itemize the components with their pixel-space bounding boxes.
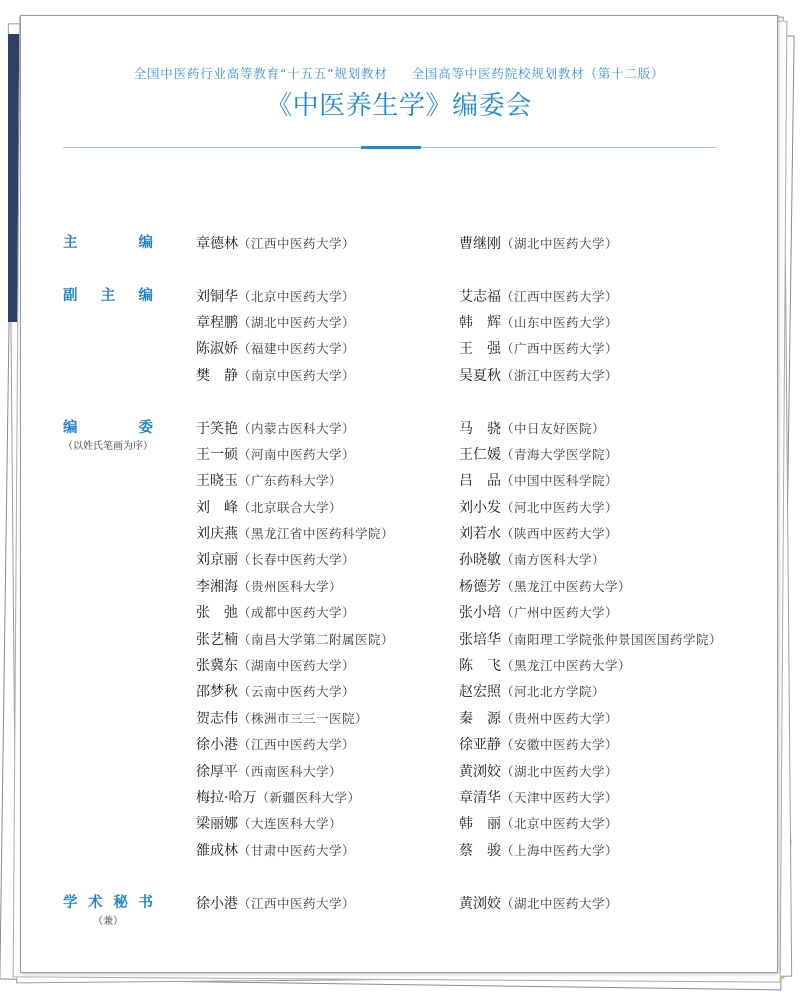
member-affiliation: （黑龙江省中医药科学院） (238, 526, 395, 542)
member-entry (459, 230, 759, 256)
member-affiliation: （广州中医药大学） (501, 605, 619, 621)
member-affiliation: （湖北中医药大学） (501, 235, 619, 251)
member-entry (196, 705, 459, 731)
member-affiliation: （北京中医药大学） (238, 288, 356, 304)
member-affiliation: （北京联合大学） (238, 499, 343, 515)
member-name: 于笑艳 (196, 420, 238, 437)
member-row (196, 494, 763, 520)
section-note: （以姓氏笔画为序） (63, 440, 153, 452)
member-name: 刘小发 (459, 499, 501, 516)
member-affiliation: （大连医科大学） (238, 816, 343, 832)
member-entry (459, 890, 759, 916)
member-name: 张艺楠 (196, 631, 238, 648)
member-entry (459, 678, 759, 704)
member-entry (196, 467, 459, 493)
member-entry (196, 546, 459, 572)
member-name: 雒成林 (196, 842, 238, 859)
member-name: 张 弛 (196, 605, 238, 622)
member-affiliation: （贵州中医药大学） (501, 710, 619, 726)
member-entry (459, 309, 759, 335)
member-name: 秦 源 (459, 710, 501, 727)
member-name: 梅拉·哈万 (196, 790, 257, 806)
member-entry (459, 626, 759, 652)
member-entry (459, 415, 759, 441)
member-name: 蔡 骏 (459, 842, 501, 859)
member-name: 徐小港 (196, 895, 238, 912)
member-affiliation: （江西中医药大学） (238, 895, 356, 911)
member-name: 刘铜华 (196, 288, 238, 305)
series-secondary: 全国高等中医药院校规划教材（第十二版） (411, 66, 665, 81)
member-affiliation: （南京中医药大学） (238, 367, 356, 383)
member-name: 张冀东 (196, 658, 238, 675)
member-affiliation: （湖北中医药大学） (501, 895, 619, 911)
member-entry (459, 810, 759, 836)
member-affiliation: （西南医科大学） (238, 763, 343, 779)
member-affiliation: （湖南中医药大学） (238, 658, 356, 674)
member-row (196, 758, 763, 784)
section-label: 学术秘书 (63, 894, 153, 911)
member-name: 赵宏照 (459, 684, 501, 701)
section-label: 编 委 (63, 419, 153, 436)
member-affiliation: （北京中医药大学） (501, 816, 619, 832)
member-affiliation: （湖北中医药大学） (238, 314, 356, 330)
member-name: 孙晓敏 (459, 552, 501, 569)
member-name: 王一硕 (196, 446, 238, 463)
committee-section (63, 283, 763, 389)
member-row (196, 678, 763, 704)
member-name: 章德林 (196, 235, 238, 252)
member-row (196, 599, 763, 625)
member-name: 刘庆燕 (196, 526, 238, 543)
member-entry (459, 652, 759, 678)
member-entry (196, 573, 459, 599)
member-name: 黄浏姣 (459, 895, 501, 912)
member-name: 章程鹏 (196, 314, 238, 331)
member-entry (196, 599, 459, 625)
member-rows (196, 415, 763, 864)
member-name: 韩 辉 (459, 314, 501, 331)
member-affiliation: （陕西中医药大学） (501, 526, 619, 542)
member-entry (196, 626, 459, 652)
member-affiliation: （贵州医科大学） (238, 578, 343, 594)
member-name: 章清华 (459, 790, 501, 806)
member-entry (459, 731, 759, 757)
member-entry (459, 335, 759, 361)
member-name: 邵梦秋 (196, 684, 238, 701)
member-row (196, 335, 763, 361)
member-affiliation: （南方医科大学） (501, 552, 606, 568)
member-entry (196, 837, 459, 863)
member-name: 张小培 (459, 605, 501, 622)
member-name: 徐亚静 (459, 737, 501, 754)
member-affiliation: （中国中医科学院） (501, 473, 619, 489)
page-title: 《中医养生学》编委会 (265, 91, 532, 121)
member-name: 贺志伟 (196, 710, 238, 727)
member-name: 王晓玉 (196, 473, 238, 490)
member-name: 吕 品 (459, 473, 501, 490)
member-affiliation: （黑龙江中医药大学） (501, 658, 632, 674)
member-entry (196, 415, 459, 441)
member-affiliation: （河北北方学院） (501, 684, 606, 700)
member-entry (459, 546, 759, 572)
member-rows (196, 890, 763, 916)
member-name: 刘京丽 (196, 552, 238, 569)
member-name: 李湘海 (196, 578, 238, 595)
member-name: 陈 飞 (459, 658, 501, 675)
section-label: 副 主 编 (63, 287, 153, 304)
member-name: 韩 丽 (459, 816, 501, 833)
member-name: 梁丽娜 (196, 816, 238, 833)
member-name: 王仁媛 (459, 446, 501, 463)
member-entry (196, 283, 459, 309)
member-affiliation: （云南中医药大学） (238, 684, 356, 700)
member-row (196, 784, 763, 810)
member-affiliation: （江西中医药大学） (501, 288, 619, 304)
member-entry (196, 362, 459, 388)
member-affiliation: （江西中医药大学） (238, 235, 356, 251)
member-name: 樊 静 (196, 367, 238, 384)
member-entry (196, 309, 459, 335)
member-affiliation: （株洲市三三一医院） (238, 710, 369, 726)
member-affiliation: （山东中医药大学） (501, 314, 619, 330)
member-entry (459, 494, 759, 520)
member-affiliation: （广东药科大学） (238, 473, 343, 489)
member-affiliation: （湖北中医药大学） (501, 763, 619, 779)
committee-section (63, 230, 763, 256)
member-affiliation: （黑龙江中医药大学） (501, 578, 632, 594)
member-entry (196, 230, 459, 256)
member-row (196, 890, 763, 916)
member-row (196, 573, 763, 599)
member-row (196, 626, 763, 652)
series-primary: 全国中医药行业高等教育“十五五”规划教材 (133, 66, 388, 81)
member-entry (196, 758, 459, 784)
member-row (196, 230, 763, 256)
member-entry (196, 678, 459, 704)
member-name: 黄浏姣 (459, 763, 501, 780)
member-entry (196, 890, 459, 916)
member-affiliation: （福建中医药大学） (238, 341, 356, 357)
member-affiliation: （南阳理工学院张仲景国医国药学院） (501, 631, 723, 647)
member-entry (196, 494, 459, 520)
member-entry (459, 362, 759, 388)
member-row (196, 415, 763, 441)
member-name: 马 骁 (459, 420, 501, 437)
member-affiliation: （广西中医药大学） (501, 341, 619, 357)
member-name: 陈淑娇 (196, 341, 238, 358)
member-row (196, 546, 763, 572)
member-entry (459, 758, 759, 784)
title-divider-accent (361, 146, 421, 149)
section-note: （兼） (93, 915, 123, 927)
member-row (196, 309, 763, 335)
member-affiliation: （南昌大学第二附属医院） (238, 631, 395, 647)
member-affiliation: （安徽中医药大学） (501, 737, 619, 753)
member-entry (459, 441, 759, 467)
member-row (196, 441, 763, 467)
member-rows (196, 283, 763, 389)
member-entry (459, 599, 759, 625)
member-affiliation: （长春中医药大学） (238, 552, 356, 568)
member-affiliation: （浙江中医药大学） (501, 367, 619, 383)
member-entry (459, 467, 759, 493)
member-name: 王 强 (459, 341, 501, 358)
member-row (196, 520, 763, 546)
member-row (196, 837, 763, 863)
member-row (196, 283, 763, 309)
member-row (196, 810, 763, 836)
member-name: 张培华 (459, 631, 501, 648)
member-affiliation: （新疆医科大学） (256, 790, 361, 805)
member-affiliation: （青海大学医学院） (501, 446, 619, 462)
member-name: 杨德芳 (459, 578, 501, 595)
section-label: 主 编 (63, 234, 153, 251)
member-rows (196, 230, 763, 256)
member-name: 徐厚平 (196, 763, 238, 780)
member-affiliation: （河南中医药大学） (238, 446, 356, 462)
member-row (196, 705, 763, 731)
member-entry (459, 784, 759, 810)
member-affiliation: （天津中医药大学） (501, 790, 619, 805)
member-affiliation: （内蒙古医科大学） (238, 420, 356, 436)
member-affiliation: （甘肃中医药大学） (238, 842, 356, 858)
member-entry (196, 784, 459, 810)
member-affiliation: （上海中医药大学） (501, 842, 619, 858)
member-entry (459, 520, 759, 546)
member-entry (196, 441, 459, 467)
member-affiliation: （河北中医药大学） (501, 499, 619, 515)
member-entry (459, 283, 759, 309)
member-name: 曹继刚 (459, 235, 501, 252)
member-row (196, 652, 763, 678)
committee-section (63, 890, 763, 927)
document-page (20, 15, 778, 973)
member-row (196, 731, 763, 757)
series-header (21, 66, 777, 82)
member-entry (459, 705, 759, 731)
committee-section (63, 415, 763, 864)
member-entry (196, 810, 459, 836)
member-affiliation: （成都中医药大学） (238, 605, 356, 621)
member-affiliation: （中日友好医院） (501, 420, 606, 436)
member-entry (196, 335, 459, 361)
member-name: 徐小港 (196, 737, 238, 754)
member-name: 刘 峰 (196, 499, 238, 516)
member-affiliation: （江西中医药大学） (238, 737, 356, 753)
member-entry (196, 652, 459, 678)
member-name: 吴夏秋 (459, 367, 501, 384)
member-entry (459, 573, 759, 599)
member-name: 艾志福 (459, 288, 501, 305)
member-entry (196, 731, 459, 757)
committee-list (63, 230, 763, 927)
member-name: 刘若水 (459, 526, 501, 543)
member-row (196, 467, 763, 493)
member-row (196, 362, 763, 388)
member-entry (459, 837, 759, 863)
member-entry (196, 520, 459, 546)
